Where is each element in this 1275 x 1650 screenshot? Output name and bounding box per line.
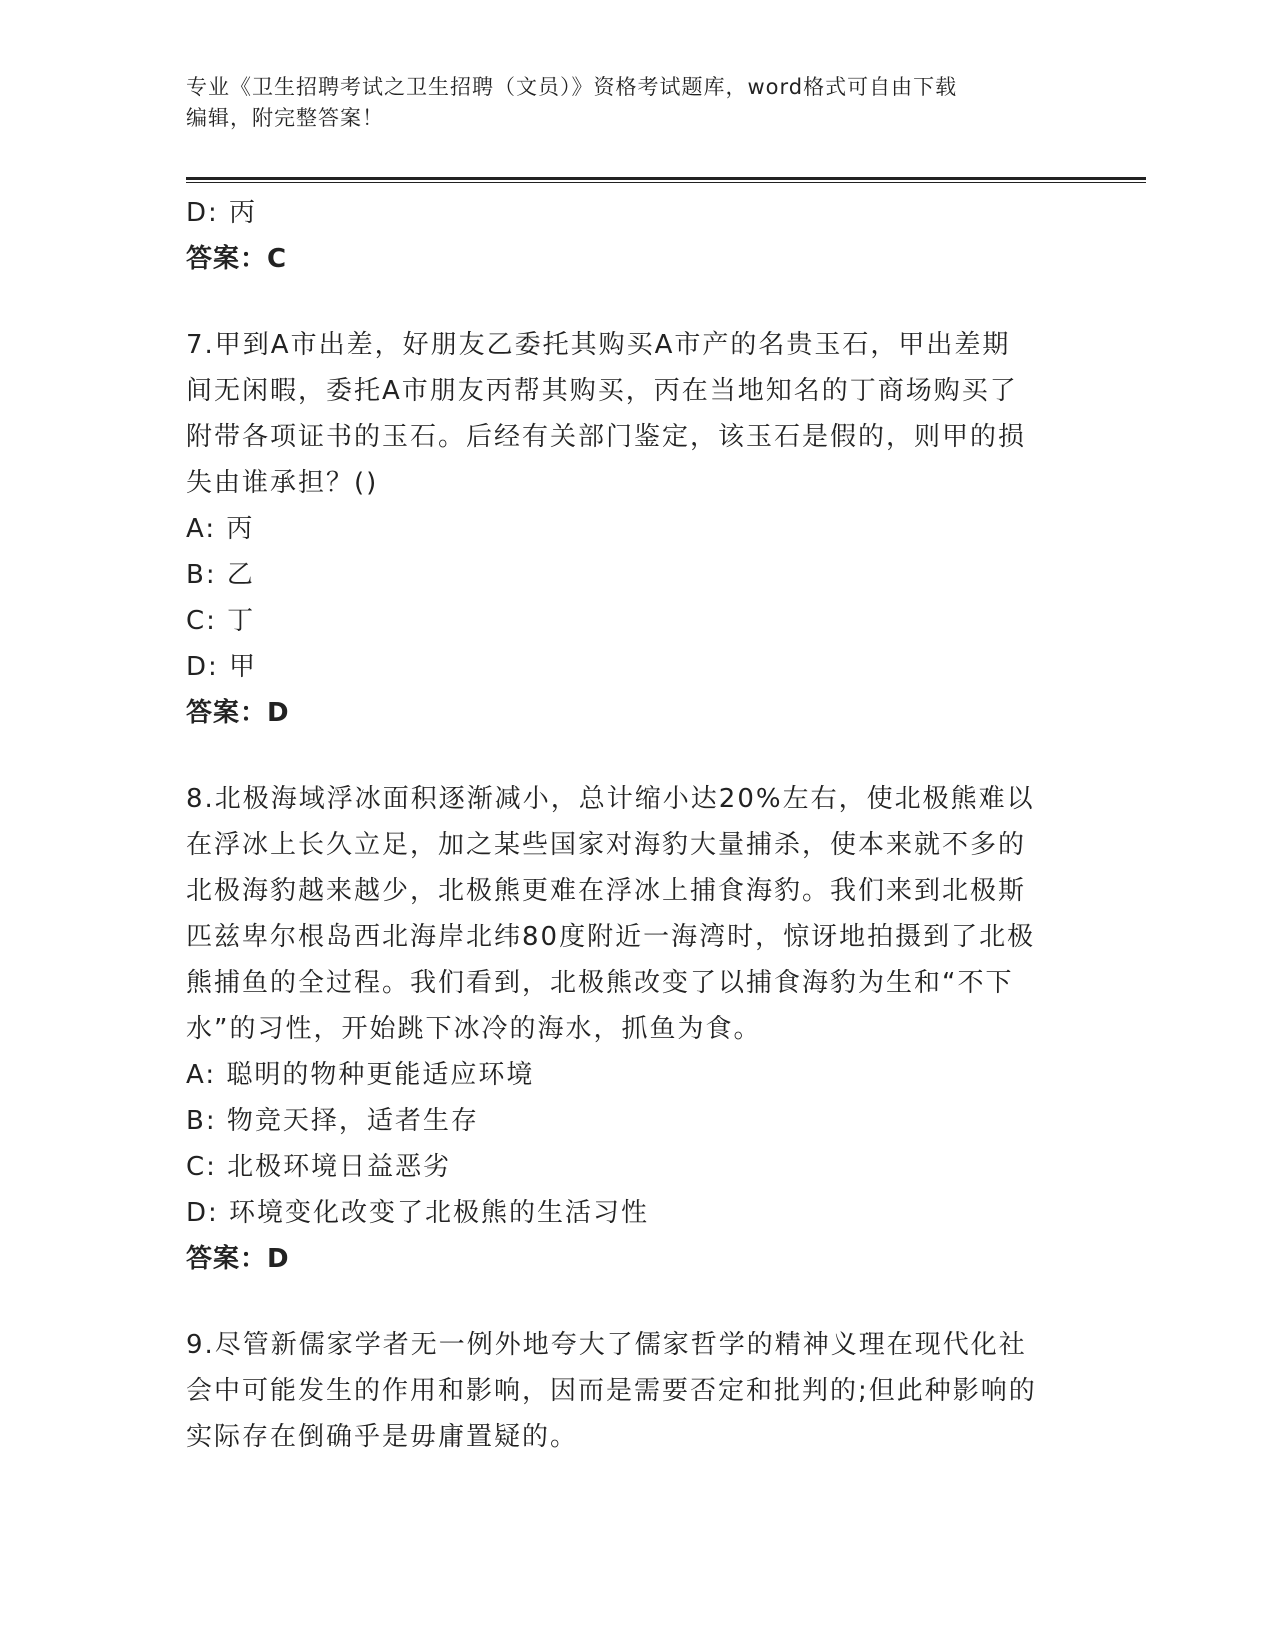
header-rule-thick xyxy=(186,177,1146,180)
page-header xyxy=(186,72,1086,134)
question-7-option-c: C: 丁 xyxy=(186,606,256,636)
question-7-option-a: A: 丙 xyxy=(186,514,255,544)
question-9: 9.尽管新儒家学者无一例外地夸大了儒家哲学的精神义理在现代化社会中可能发生的作用和影响，因而是需要否定和批判的;但此种影响的实际存在倒确乎是毋庸置疑的。 xyxy=(186,1330,1037,1452)
question-7-answer: 答案：D xyxy=(186,698,290,728)
question-8: 8.北极海域浮冰面积逐渐减小，总计缩小达20%左右，使北极熊难以在浮冰上长久立足，加之某些国家对海豹大量捕杀，使本来就不多的北极海豹越来越少，北极熊更难在浮冰上捕食海豹。我们来到北极斯匹兹卑尔根岛西北海岸北纬80度附近一海湾时，惊讶地拍摄到了北极熊捕鱼的全过程。我们看到，北极熊改变了以捕食海豹为生和“不下水”的习性，开始跳下冰冷的海水，抓鱼为食。 xyxy=(186,784,1036,1044)
question-8-option-c: C: 北极环境日益恶劣 xyxy=(186,1152,452,1182)
header-line-2: 编辑，附完整答案！ xyxy=(186,106,384,130)
question-8-option-b: B: 物竞天择，适者生存 xyxy=(186,1106,479,1136)
header-rule-thin xyxy=(186,182,1146,183)
question-8-answer: 答案：D xyxy=(186,1244,290,1274)
question-content xyxy=(186,190,1086,1460)
prev-option-d: D: 丙 xyxy=(186,198,258,228)
prev-answer: 答案：C xyxy=(186,244,288,274)
question-7-option-d: D: 甲 xyxy=(186,652,258,682)
question-8-option-d: D: 环境变化改变了北极熊的生活习性 xyxy=(186,1198,650,1228)
header-line-1: 专业《卫生招聘考试之卫生招聘（文员）》资格考试题库，word格式可自由下载 xyxy=(186,75,958,99)
question-7-option-b: B: 乙 xyxy=(186,560,255,590)
question-7: 7.甲到A市出差，好朋友乙委托其购买A市产的名贵玉石，甲出差期间无闲暇，委托A市朋友丙帮其购买，丙在当地知名的丁商场购买了附带各项证书的玉石。后经有关部门鉴定，该玉石是假的，则甲的损失由谁承担？() xyxy=(186,330,1027,498)
question-8-option-a: A: 聪明的物种更能适应环境 xyxy=(186,1060,535,1090)
